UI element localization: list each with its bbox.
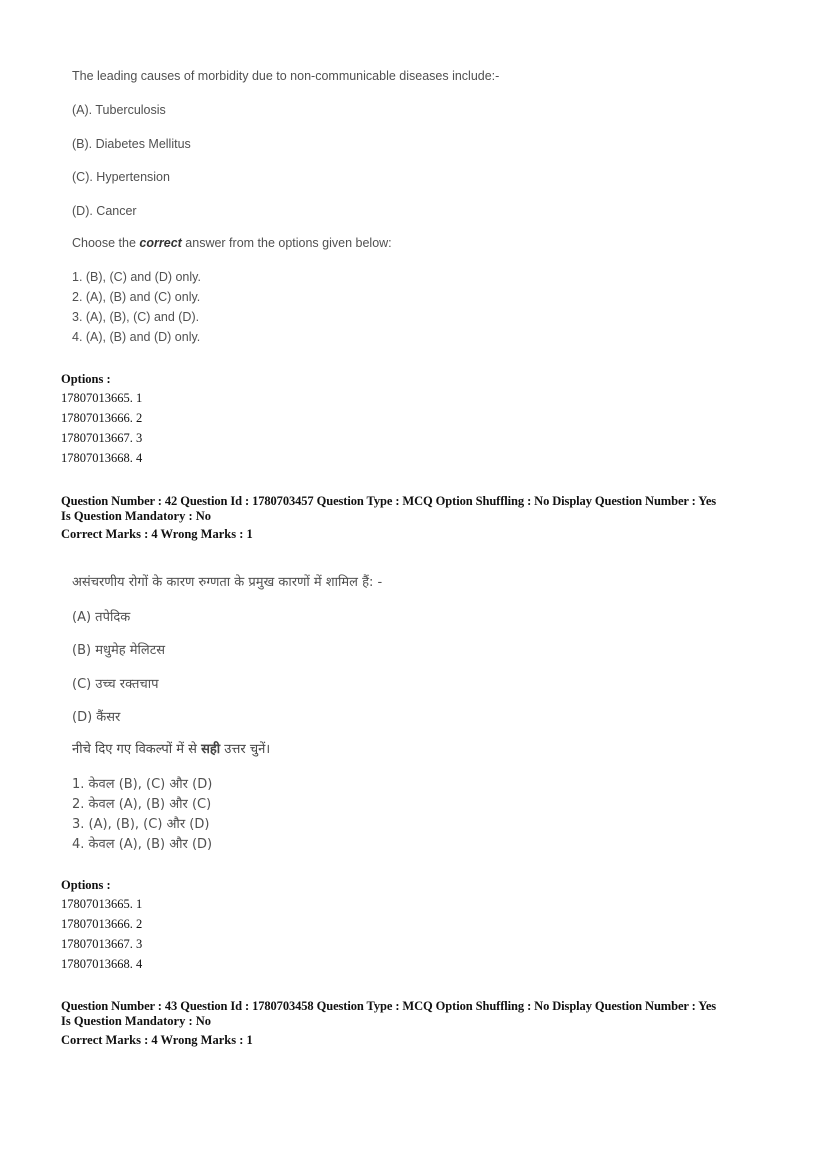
option-row: 17807013666. 2 — [61, 917, 143, 931]
item-c: (C). Hypertension — [72, 170, 170, 184]
question-42-marks: Correct Marks : 4 Wrong Marks : 1 — [61, 527, 253, 541]
options-label: Options : — [61, 878, 111, 892]
answer-4: 4. केवल (A), (B) और (D) — [72, 837, 213, 852]
choose-post: उत्तर चुनें। — [220, 742, 271, 757]
question-stem: असंचरणीय रोगों के कारण रुग्णता के प्रमुख कारणों में शामिल हैं: - — [72, 575, 383, 590]
item-a: (A) तपेदिक — [72, 610, 131, 625]
question-42-mandatory: Is Question Mandatory : No — [61, 509, 212, 523]
choose-pre: नीचे दिए गए विकल्पों में से — [72, 742, 202, 757]
option-row: 17807013667. 3 — [61, 937, 143, 951]
question-stem: The leading causes of morbidity due to non-communicable diseases include:- — [72, 69, 500, 83]
option-row: 17807013665. 1 — [61, 391, 143, 405]
option-row: 17807013668. 4 — [61, 957, 143, 971]
option-row: 17807013666. 2 — [61, 411, 143, 425]
choose-instruction — [72, 739, 270, 757]
choose-post: answer from the options given below: — [181, 236, 392, 250]
item-b: (B). Diabetes Mellitus — [72, 137, 191, 151]
answer-1: 1. केवल (B), (C) और (D) — [72, 777, 213, 792]
option-row: 17807013667. 3 — [61, 431, 143, 445]
question-43-header: Question Number : 43 Question Id : 1780703458 Question Type : MCQ Option Shuffling : No Display Question Number : Yes — [61, 999, 717, 1013]
question-43-mandatory: Is Question Mandatory : No — [61, 1014, 212, 1028]
item-d: (D) कैंसर — [72, 710, 121, 725]
question-42-header: Question Number : 42 Question Id : 1780703457 Question Type : MCQ Option Shuffling : No Display Question Number : Yes — [61, 494, 717, 508]
question-42-image — [72, 560, 772, 860]
option-row: 17807013668. 4 — [61, 451, 143, 465]
answer-3: 3. (A), (B), (C) और (D) — [72, 817, 210, 832]
answer-1: 1. (B), (C) and (D) only. — [72, 270, 201, 284]
choose-instruction — [72, 236, 392, 250]
choose-pre: Choose the — [72, 236, 140, 250]
item-d: (D). Cancer — [72, 204, 137, 218]
item-a: (A). Tuberculosis — [72, 103, 166, 117]
choose-emphasis: सही — [201, 742, 221, 757]
answer-2: 2. केवल (A), (B) और (C) — [72, 797, 212, 812]
item-b: (B) मधुमेह मेलिटस — [72, 643, 166, 658]
choose-emphasis: correct — [139, 236, 182, 250]
question-41-image — [72, 0, 772, 360]
answer-2: 2. (A), (B) and (C) only. — [72, 290, 201, 304]
item-c: (C) उच्च रक्तचाप — [72, 677, 159, 692]
question-43-marks: Correct Marks : 4 Wrong Marks : 1 — [61, 1033, 253, 1047]
answer-4: 4. (A), (B) and (D) only. — [72, 330, 201, 344]
options-label: Options : — [61, 372, 111, 386]
answer-3: 3. (A), (B), (C) and (D). — [72, 310, 200, 324]
option-row: 17807013665. 1 — [61, 897, 143, 911]
